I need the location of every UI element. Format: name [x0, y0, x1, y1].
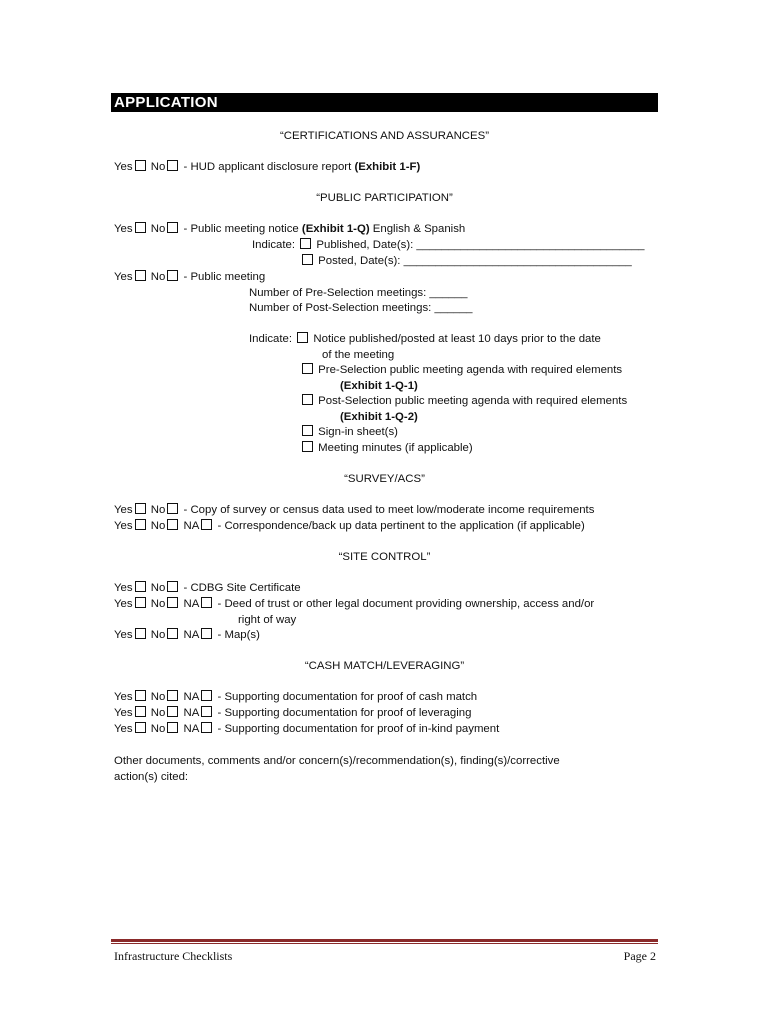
deed-cont: right of way [238, 614, 297, 626]
survey-yes-checkbox[interactable] [135, 503, 146, 514]
footer-divider [111, 939, 658, 942]
section-header: APPLICATION [111, 93, 658, 112]
maps-no-checkbox[interactable] [167, 628, 178, 639]
hud-yes-checkbox[interactable] [135, 160, 146, 171]
maps-row: Yes No NA - Map(s) [114, 629, 260, 641]
corr-na-checkbox[interactable] [201, 519, 212, 530]
signin-row: Sign-in sheet(s) [300, 425, 398, 439]
pre-agenda-exhibit: (Exhibit 1-Q-1) [340, 380, 418, 392]
hud-no-checkbox[interactable] [167, 160, 178, 171]
leverage-no-checkbox[interactable] [167, 706, 178, 717]
post-agenda-checkbox[interactable] [302, 394, 313, 405]
notice-posted-cont: of the meeting [322, 349, 395, 361]
cash-na-checkbox[interactable] [201, 690, 212, 701]
public-participation-heading: “PUBLIC PARTICIPATION” [316, 192, 453, 204]
deed-yes-checkbox[interactable] [135, 597, 146, 608]
other-comments-line1: Other documents, comments and/or concern(s)/recommendation(s), finding(s)/corrective [114, 755, 560, 767]
post-selection-count: Number of Post-Selection meetings: ______ [249, 302, 473, 314]
public-notice-row: Yes No - Public meeting notice (Exhibit 1-Q) English & Spanish [114, 223, 466, 235]
posted-row: Posted, Date(s): ____________________________________ [300, 254, 632, 268]
published-checkbox[interactable] [300, 238, 311, 249]
other-comments-line2: action(s) cited: [114, 771, 189, 783]
maps-yes-checkbox[interactable] [135, 628, 146, 639]
cash-yes-checkbox[interactable] [135, 690, 146, 701]
sitecert-no-checkbox[interactable] [167, 581, 178, 592]
notice-no-checkbox[interactable] [167, 222, 178, 233]
maps-na-checkbox[interactable] [201, 628, 212, 639]
meeting-no-checkbox[interactable] [167, 270, 178, 281]
inkind-yes-checkbox[interactable] [135, 722, 146, 733]
inkind-na-checkbox[interactable] [201, 722, 212, 733]
footer-title: Infrastructure Checklists [114, 949, 233, 963]
deed-no-checkbox[interactable] [167, 597, 178, 608]
notice-posted-checkbox[interactable] [297, 332, 308, 343]
pre-agenda-checkbox[interactable] [302, 363, 313, 374]
post-agenda-exhibit: (Exhibit 1-Q-2) [340, 411, 418, 423]
leverage-yes-checkbox[interactable] [135, 706, 146, 717]
pre-agenda-row: Pre-Selection public meeting agenda with required elements [300, 363, 622, 377]
minutes-checkbox[interactable] [302, 441, 313, 452]
inkind-no-checkbox[interactable] [167, 722, 178, 733]
cash-match-heading: “CASH MATCH/LEVERAGING” [304, 660, 465, 672]
minutes-row: Meeting minutes (if applicable) [300, 441, 473, 455]
notice-posted-row: Indicate: Notice published/posted at least 10 days prior to the date [249, 333, 601, 345]
deed-na-checkbox[interactable] [201, 597, 212, 608]
published-row: Indicate: Published, Date(s): ____________________________________ [252, 239, 645, 251]
inkind-row: Yes No NA - Supporting documentation for proof of in-kind payment [114, 723, 500, 735]
leverage-na-checkbox[interactable] [201, 706, 212, 717]
public-meeting-row: Yes No - Public meeting [114, 271, 266, 283]
corr-yes-checkbox[interactable] [135, 519, 146, 530]
signin-checkbox[interactable] [302, 425, 313, 436]
page-number: Page 2 [623, 949, 656, 963]
survey-heading: “SURVEY/ACS” [344, 473, 425, 485]
post-agenda-row: Post-Selection public meeting agenda with required elements [300, 394, 627, 408]
corr-no-checkbox[interactable] [167, 519, 178, 530]
notice-yes-checkbox[interactable] [135, 222, 146, 233]
survey-copy-row: Yes No - Copy of survey or census data used to meet low/moderate income requirements [114, 504, 595, 516]
hud-disclosure-row: Yes No - HUD applicant disclosure report (Exhibit 1-F) [114, 161, 421, 173]
certifications-heading: “CERTIFICATIONS AND ASSURANCES” [279, 130, 490, 142]
site-cert-row: Yes No - CDBG Site Certificate [114, 582, 301, 594]
sitecert-yes-checkbox[interactable] [135, 581, 146, 592]
meeting-yes-checkbox[interactable] [135, 270, 146, 281]
site-control-heading: “SITE CONTROL” [338, 551, 431, 563]
footer-divider-thin [111, 943, 658, 944]
pre-selection-count: Number of Pre-Selection meetings: ______ [249, 287, 468, 299]
posted-checkbox[interactable] [302, 254, 313, 265]
cash-match-row: Yes No NA - Supporting documentation for proof of cash match [114, 691, 478, 703]
correspondence-row: Yes No NA - Correspondence/back up data pertinent to the application (if applicable) [114, 520, 585, 532]
deed-row: Yes No NA - Deed of trust or other legal document providing ownership, access and/or [114, 598, 595, 610]
leverage-row: Yes No NA - Supporting documentation for proof of leveraging [114, 707, 472, 719]
survey-no-checkbox[interactable] [167, 503, 178, 514]
cash-no-checkbox[interactable] [167, 690, 178, 701]
